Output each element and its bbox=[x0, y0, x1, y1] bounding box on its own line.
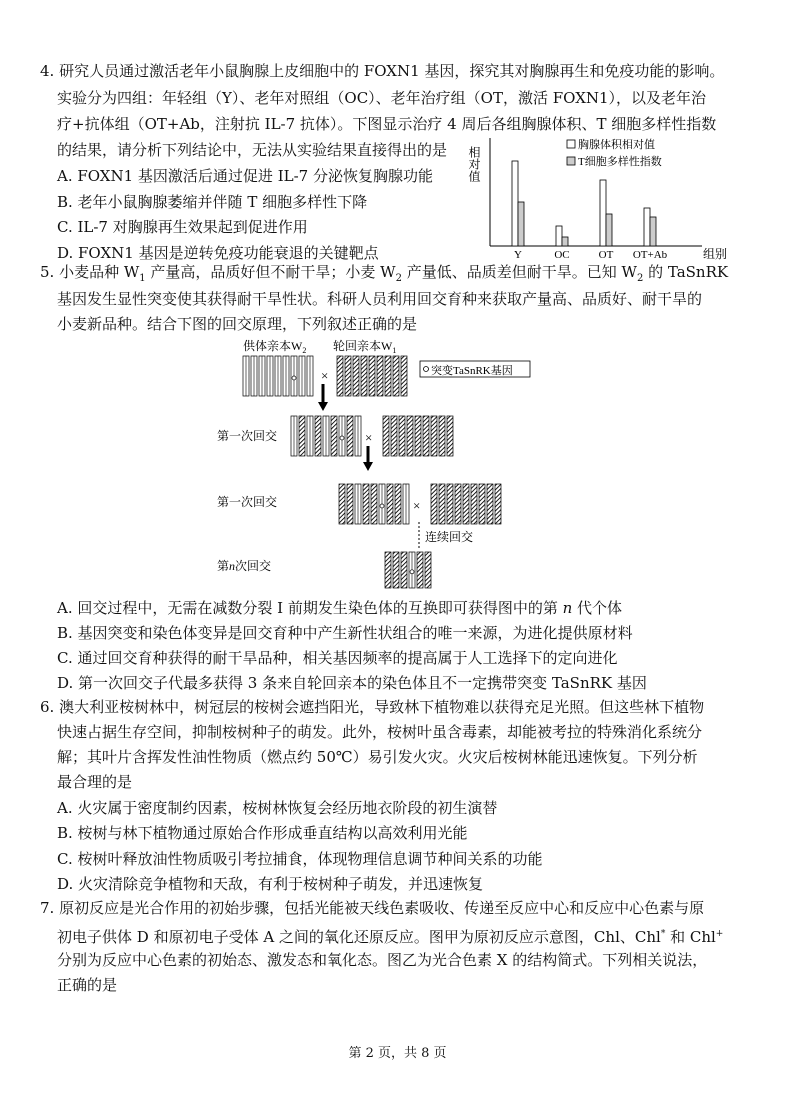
x-tick-label: Y bbox=[514, 249, 522, 261]
recurrent-chromosome bbox=[447, 416, 453, 456]
recurrent-chromosome bbox=[369, 356, 375, 396]
bar-Y-volume bbox=[512, 161, 518, 246]
f1-chromosomes bbox=[291, 416, 361, 456]
recurrent-chromosome bbox=[401, 552, 407, 588]
recurrent-chromosome bbox=[315, 416, 321, 456]
q4-option-b: B. 老年小鼠胸腺萎缩并伴随 T 细胞多样性下降 bbox=[57, 193, 368, 211]
q4-stem-line: 的结果，请分析下列结论中，无法从实验结果直接得出的是 bbox=[57, 141, 448, 159]
mutant-gene-marker bbox=[340, 436, 344, 440]
recurrent-chromosome bbox=[371, 484, 377, 524]
q6-option-d: D. 火灾清除竞争植物和天敌，有利于桉树种子萌发，并迅速恢复 bbox=[57, 875, 484, 893]
recurrent-chromosome bbox=[401, 356, 407, 396]
q4-bar-chart bbox=[467, 138, 728, 266]
page-footer: 第 2 页，共 8 页 bbox=[348, 1046, 447, 1061]
legend-label-volume: 胸腺体积相对值 bbox=[578, 139, 655, 151]
cross-symbol: × bbox=[365, 430, 373, 445]
donor-parent-label: 供体亲本$W_2$ bbox=[243, 339, 307, 355]
recurrent-chromosome bbox=[417, 552, 423, 588]
q6-option-c: C. 桉树叶释放油性物质吸引考拉捕食，体现物理信息调节种间关系的功能 bbox=[57, 850, 543, 868]
recurrent-chromosome bbox=[393, 552, 399, 588]
recurrent-chromosome bbox=[495, 484, 501, 524]
q5-stem-line: 小麦新品种。结合下图的回交原理，下列叙述正确的是 bbox=[57, 315, 418, 333]
bar-Y-diversity bbox=[518, 202, 524, 246]
bar-OC-diversity bbox=[562, 237, 568, 246]
q5-option-d: D. 第一次回交子代最多获得 3 条来自轮回亲本的染色体且不一定携带突变 TaSnRK 基因 bbox=[57, 674, 647, 692]
q6-option-b: B. 桉树与林下植物通过原始合作形成垂直结构以高效利用光能 bbox=[57, 824, 468, 842]
recurrent-chromosome bbox=[347, 484, 353, 524]
bar-OC-volume bbox=[556, 226, 562, 246]
legend-swatch-diversity bbox=[567, 157, 575, 165]
q4-stem-line: 实验分为四组：年轻组（Y）、老年对照组（OC）、老年治疗组（OT，激活 FOXN1），以及老年治 bbox=[57, 89, 707, 107]
q6-stem-line: 快速占据生存空间，抑制桉树种子的萌发。此外，桉树叶虽含毒素，却能被考拉的特殊消化系统分 bbox=[57, 723, 703, 741]
mutant-gene-marker bbox=[380, 504, 384, 508]
q7-stem-line: 正确的是 bbox=[57, 976, 118, 994]
bar-OT-diversity bbox=[606, 214, 612, 246]
cross-symbol: × bbox=[413, 498, 421, 513]
recurrent-chromosome bbox=[399, 416, 405, 456]
recurrent-chromosome bbox=[479, 484, 485, 524]
recurrent-chromosomes-2 bbox=[383, 416, 453, 456]
recurrent-chromosome bbox=[455, 484, 461, 524]
recurrent-chromosome bbox=[363, 484, 369, 524]
generation-1-label: 第一次回交 bbox=[217, 429, 278, 443]
y-axis-label: 相对值 bbox=[467, 146, 481, 182]
recurrent-chromosome bbox=[423, 416, 429, 456]
recurrent-chromosome bbox=[337, 356, 343, 396]
diagram-legend bbox=[420, 361, 530, 377]
recurrent-chromosome bbox=[415, 416, 421, 456]
q4-option-a: A. FOXN1 基因激活后通过促进 IL-7 分泌恢复胸腺功能 bbox=[57, 167, 433, 185]
mutant-gene-marker bbox=[410, 570, 414, 574]
q5-stem-line: 基因发生显性突变使其获得耐干旱性状。科研人员利用回交育种来获取产量高、品质好、耐干旱的 bbox=[57, 290, 703, 308]
legend-swatch-volume bbox=[567, 140, 575, 148]
chart-legend bbox=[567, 137, 662, 168]
recurrent-chromosome bbox=[407, 416, 413, 456]
recurrent-chromosome bbox=[383, 416, 389, 456]
recurrent-chromosome bbox=[487, 484, 493, 524]
recurrent-chromosome bbox=[431, 416, 437, 456]
backcross-diagram bbox=[205, 334, 565, 594]
bar-OT-volume bbox=[600, 180, 606, 246]
recurrent-chromosome bbox=[339, 484, 345, 524]
recurrent-chromosome bbox=[395, 484, 401, 524]
recurrent-chromosomes-3 bbox=[431, 484, 501, 524]
recurrent-chromosome bbox=[463, 484, 469, 524]
q4-stem-line: 4. 研究人员通过激活老年小鼠胸腺上皮细胞中的 FOXN1 基因，探究其对胸腺再生和免疫功能的影响。 bbox=[40, 62, 725, 80]
q4-option-d: D. FOXN1 基因是逆转免疫功能衰退的关键靶点 bbox=[57, 244, 379, 262]
bcn-chromosomes bbox=[385, 552, 431, 588]
recurrent-chromosome bbox=[387, 484, 393, 524]
x-tick-label: OT+Ab bbox=[632, 249, 668, 261]
recurrent-chromosome bbox=[391, 416, 397, 456]
q7-stem-line: 7. 原初反应是光合作用的初始步骤，包括光能被天线色素吸收、传递至反应中心和反应中心色素与原 bbox=[40, 899, 705, 917]
continue-backcross-label: 连续回交 bbox=[425, 530, 474, 544]
recurrent-chromosomes bbox=[337, 356, 407, 396]
recurrent-chromosome bbox=[361, 356, 367, 396]
q6-stem-line: 解；其叶片含挥发性油性物质（燃点约 50℃）易引发火灾。火灾后桉树林能迅速恢复。下列分析 bbox=[57, 748, 698, 766]
recurrent-chromosome bbox=[377, 356, 383, 396]
recurrent-chromosome bbox=[347, 416, 353, 456]
arrow-down-1 bbox=[318, 384, 328, 411]
legend-mutant-gene: 突变TaSnRK基因 bbox=[431, 365, 513, 377]
cross-symbol: × bbox=[321, 368, 329, 383]
q6-stem-line: 6. 澳大利亚桉树林中，树冠层的桉树会遮挡阳光，导致林下植物难以获得充足光照。但这些林下植物 bbox=[40, 698, 705, 716]
q5-option-a: A. 回交过程中，无需在减数分裂 Ⅰ 前期发生染色体的互换即可获得图中的第 n 代个体 bbox=[57, 599, 623, 617]
q7-stem-line: 分别为反应中心色素的初始态、激发态和氧化态。图乙为光合色素 X 的结构简式。下列相关说法， bbox=[57, 951, 708, 969]
x-tick-label: OT bbox=[598, 249, 614, 261]
recurrent-parent-label: 轮回亲本$W_1$ bbox=[333, 339, 397, 355]
recurrent-chromosome bbox=[353, 356, 359, 396]
recurrent-chromosome bbox=[331, 416, 337, 456]
recurrent-chromosome bbox=[385, 552, 391, 588]
q5-option-b: B. 基因突变和染色体变异是回交育种中产生新性状组合的唯一来源，为进化提供原材料 bbox=[57, 624, 633, 642]
mutant-gene-marker bbox=[424, 367, 429, 372]
recurrent-chromosome bbox=[471, 484, 477, 524]
recurrent-chromosome bbox=[425, 552, 431, 588]
x-tick-label: OC bbox=[554, 249, 570, 261]
recurrent-chromosome bbox=[439, 416, 445, 456]
q5-stem-line1: 5. 小麦品种 $W_1$ 产量高，品质好但不耐干旱；小麦 $W_2$ 产量低、品质差但耐干旱。已知 $W_2$ 的 TaSnRK bbox=[40, 263, 729, 284]
recurrent-chromosome bbox=[447, 484, 453, 524]
recurrent-chromosome bbox=[431, 484, 437, 524]
recurrent-chromosome bbox=[439, 484, 445, 524]
mutant-gene-marker bbox=[292, 376, 296, 380]
legend-label-diversity: T细胞多样性指数 bbox=[578, 156, 662, 168]
recurrent-chromosome bbox=[393, 356, 399, 396]
recurrent-chromosome bbox=[345, 356, 351, 396]
recurrent-chromosome bbox=[299, 416, 305, 456]
arrow-down-2 bbox=[363, 446, 373, 471]
q5-option-c: C. 通过回交育种获得的耐干旱品种，相关基因频率的提高属于人工选择下的定向进化 bbox=[57, 649, 618, 667]
generation-2-label: 第一次回交 bbox=[217, 495, 278, 509]
q6-option-a: A. 火灾属于密度制约因素，桉树林恢复会经历地衣阶段的初生演替 bbox=[57, 799, 498, 817]
generation-n-label: 第n次回交 bbox=[217, 559, 272, 573]
x-axis-label: 组别 bbox=[703, 247, 728, 261]
bc1-chromosomes bbox=[339, 484, 409, 524]
bar-OT+Ab-diversity bbox=[650, 217, 656, 246]
q4-option-c: C. IL-7 对胸腺再生效果起到促进作用 bbox=[57, 218, 308, 236]
donor-chromosomes bbox=[243, 356, 313, 396]
q4-stem-line: 疗+抗体组（OT+Ab，注射抗 IL-7 抗体）。下图显示治疗 4 周后各组胸腺体积、T 细胞多样性指数 bbox=[57, 115, 717, 133]
q7-stem-line: 初电子供体 D 和原初电子受体 A 之间的氧化还原反应。图甲为原初反应示意图，Chl、Chl* 和 Chl+ bbox=[57, 928, 724, 946]
recurrent-chromosome bbox=[385, 356, 391, 396]
q6-stem-line: 最合理的是 bbox=[57, 773, 133, 791]
bar-OT+Ab-volume bbox=[644, 208, 650, 246]
